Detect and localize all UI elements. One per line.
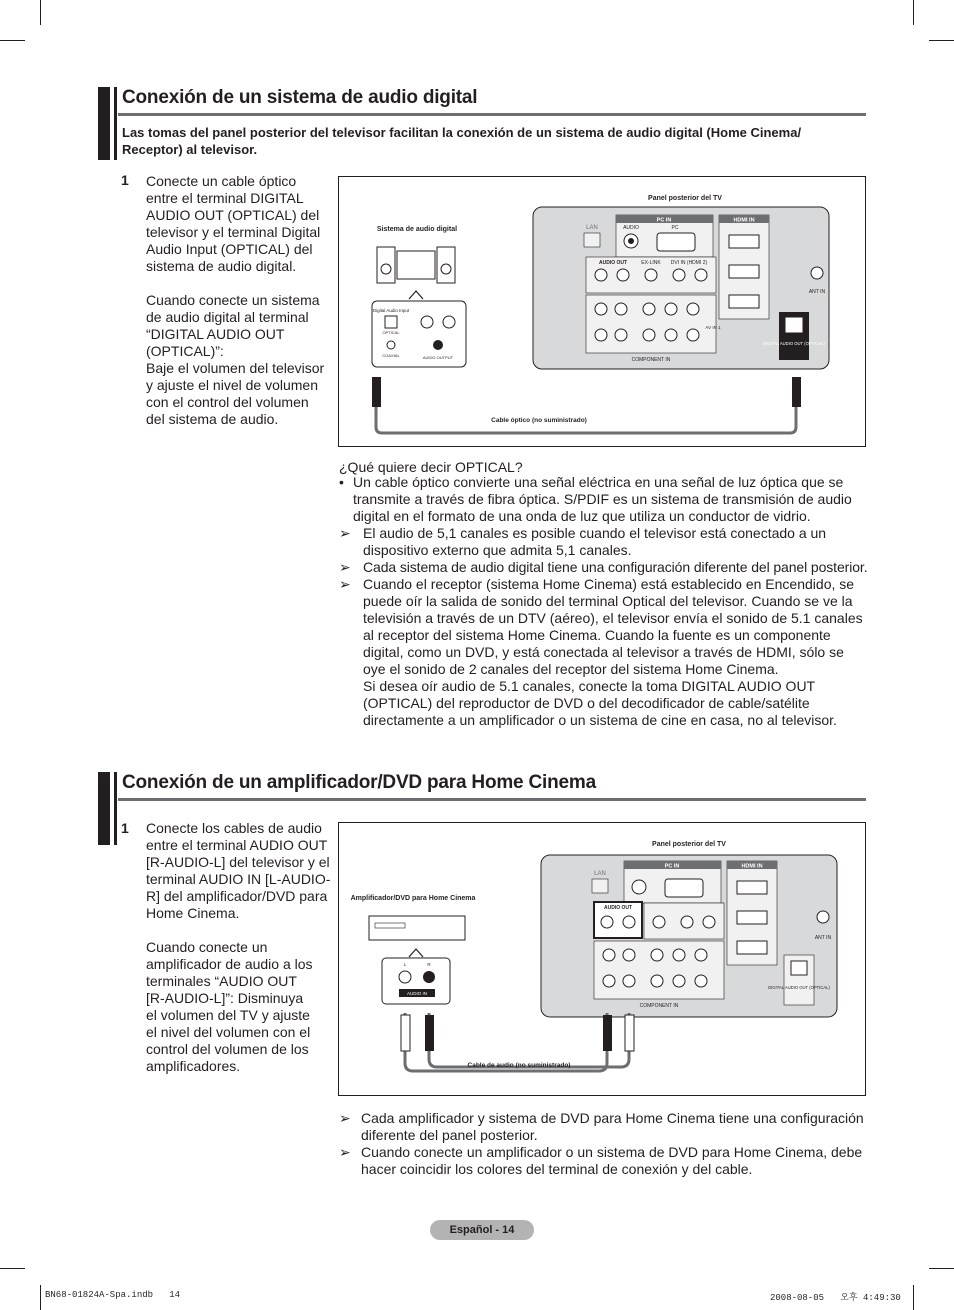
section-marker <box>98 87 110 160</box>
audio-out-jack-icon <box>617 269 629 281</box>
section-title: Conexión de un sistema de audio digital <box>122 87 478 108</box>
section-title: Conexión de un amplificador/DVD para Home Cinema <box>122 772 596 793</box>
crop-mark <box>913 0 914 25</box>
step-number: 1 <box>121 172 129 188</box>
svg-text:PC: PC <box>671 225 679 231</box>
svg-text:LAN: LAN <box>586 225 598 231</box>
section-intro: Las tomas del panel posterior del televisor facilitan la conexión de un sistema de audio digital (Home Cinema/ Receptor) al televisor. <box>122 125 802 157</box>
device-audio-in-jack <box>423 971 435 983</box>
svg-text:HDMI IN: HDMI IN <box>741 863 763 870</box>
tv-panel-label: Panel posterior del TV <box>652 841 726 848</box>
svg-text:L: L <box>403 962 407 967</box>
device-optical-input <box>385 316 397 328</box>
note-text: El audio de 5,1 canales es posible cuando el televisor está conectado a un dispositivo externo que admita 5,1 canales. <box>363 525 827 558</box>
arrow-mark: ➢ <box>339 1144 351 1160</box>
page-number: Español - 14 <box>430 1220 534 1240</box>
section-marker-thin <box>114 772 117 845</box>
step-number: 1 <box>121 820 129 836</box>
svg-text:AUDIO OUT: AUDIO OUT <box>598 260 628 266</box>
crop-mark <box>0 1268 25 1269</box>
svg-text:AUDIO OUT: AUDIO OUT <box>603 905 633 911</box>
svg-text:AV IN 1: AV IN 1 <box>705 325 721 330</box>
optical-connection-diagram <box>338 176 866 447</box>
svg-text:DIGITAL AUDIO OUT (OPTICAL): DIGITAL AUDIO OUT (OPTICAL) <box>763 341 825 346</box>
hdmi-port-icon <box>729 295 759 308</box>
svg-text:AUDIO OUTPUT: AUDIO OUTPUT <box>422 355 454 360</box>
hdmi-port-icon <box>737 881 767 894</box>
crop-mark <box>40 0 41 25</box>
svg-text:COMPONENT IN: COMPONENT IN <box>631 357 671 363</box>
svg-text:LAN: LAN <box>594 871 606 877</box>
bullet-mark: • <box>339 474 344 490</box>
svg-text:Digital Audio Input: Digital Audio Input <box>372 308 410 313</box>
ant-in-jack-icon <box>811 267 823 279</box>
audio-out-jack-icon <box>601 916 613 928</box>
cable-label: Cable óptico (no suministrado) <box>491 417 587 424</box>
cable-label: Cable de audio (no suministrado) <box>467 1062 571 1069</box>
dvi-audio-jack-icon <box>673 269 685 281</box>
crop-mark <box>929 1268 954 1269</box>
step-instructions: Conecte los cables de audio entre el terminal AUDIO OUT [R-AUDIO-L] del televisor y el terminal AUDIO IN [L-AUDIO- R] del amplificador/DVD para Home Cinema. Cuando conecte un amplificador de audio a los terminales “AUDIO OUT [R-AUDIO-L]”: Disminuya el volumen del TV y ajuste el nivel del volumen con el control del volumen de los amplificadores. <box>146 820 331 1074</box>
crop-mark <box>40 1285 41 1310</box>
step-instructions: Conecte un cable óptico entre el terminal DIGITAL AUDIO OUT (OPTICAL) del televisor y el terminal Digital Audio Input (OPTICAL) del sistema de audio digital. Cuando conecte un sistema de audio digital al terminal “DIGITAL AUDIO OUT (OPTICAL)”: Baje el volumen del televisor y ajuste el nivel de volumen con el control del volumen del sistema de audio. <box>146 173 325 427</box>
crop-mark <box>0 40 25 41</box>
ex-link-jack-icon <box>645 269 657 281</box>
svg-text:DVI IN (HDMI 2): DVI IN (HDMI 2) <box>670 260 708 266</box>
optical-cable <box>376 377 796 433</box>
ant-in-jack-icon <box>817 911 829 923</box>
hdmi-port-icon <box>729 265 759 278</box>
arrow-mark: ➢ <box>339 559 351 575</box>
svg-text:ANT IN: ANT IN <box>814 935 832 941</box>
pc-audio-jack-icon <box>632 880 646 894</box>
amplifier-rear-panel <box>382 958 450 1004</box>
note-text: Cuando conecte un amplificador o un sistema de DVD para Home Cinema, debe hacer coincidir los colores del terminal de conexión y del cable. <box>361 1144 863 1177</box>
lan-port-icon <box>584 233 600 247</box>
arrow-mark: ➢ <box>339 576 351 592</box>
hdmi-port-icon <box>737 941 767 954</box>
note-text: Cada amplificador y sistema de DVD para Home Cinema tiene una configuración diferente del panel posterior. <box>361 1110 864 1143</box>
svg-text:PC IN: PC IN <box>664 863 680 870</box>
device-audio-in-jack <box>399 971 411 983</box>
notes-title: ¿Qué quiere decir OPTICAL? <box>339 459 523 475</box>
vga-port-icon <box>665 879 703 897</box>
arrow-mark: ➢ <box>339 525 351 541</box>
note-text: Cada sistema de audio digital tiene una configuración diferente del panel posterior. <box>363 559 868 575</box>
crop-mark <box>913 1285 914 1310</box>
lan-port-icon <box>592 879 608 893</box>
imprint-right: 2008-08-05 오후 4:49:30 <box>770 1293 901 1303</box>
note-text: Cuando el receptor (sistema Home Cinema) está establecido en Encendido, se puede oír la salida de sonido del terminal Optical del televisor. Cuando se ve la televisión a través de un DTV (aéreo), el televisor envía el sonido de 5.1 canales al receptor del sistema Home Cinema. Cuando la fuente es un componente digital, como un DVD, y está conectada al televisor a través de HDMI, sólo se oye el sonido de 2 canales del receptor del sistema Home Cinema. Si desea oír audio de 5.1 canales, conecte la toma DIGITAL AUDIO OUT (OPTICAL) del reproductor de DVD o del decodificador de cable/satélite directamente a un amplificador o un sistema de cine en casa, no al televisor. <box>363 576 863 728</box>
dvi-audio-jack-icon <box>695 269 707 281</box>
hdmi-port-icon <box>737 911 767 924</box>
note-text: Un cable óptico convierte una señal eléctrica en una señal de luz óptica que se transmite a través de fibra óptica. S/PDIF es un sistema de transmisión de audio digital en el formato de una onda de luz que utiliza un conductor de vidrio. <box>353 474 852 524</box>
section-marker <box>98 772 110 845</box>
tv-panel-label: Panel posterior del TV <box>648 195 722 202</box>
section-marker-thin <box>114 87 117 160</box>
imprint-left: BN68-01824A-Spa.indb 14 <box>45 1290 181 1300</box>
svg-text:AUDIO IN: AUDIO IN <box>406 991 428 996</box>
svg-text:EX-LINK: EX-LINK <box>641 260 661 266</box>
vga-port-icon <box>657 233 695 251</box>
audio-out-jack-icon <box>623 916 635 928</box>
arrow-mark: ➢ <box>339 1110 351 1126</box>
svg-text:AUDIO: AUDIO <box>623 225 639 231</box>
audio-out-jack-icon <box>595 269 607 281</box>
device-label: Sistema de audio digital <box>376 226 458 233</box>
svg-text:PC IN: PC IN <box>656 217 672 224</box>
svg-text:ANT IN: ANT IN <box>808 289 826 295</box>
svg-text:OPTICAL: OPTICAL <box>382 330 400 335</box>
section-rule <box>118 798 866 801</box>
svg-text:DIGITAL AUDIO OUT (OPTICAL): DIGITAL AUDIO OUT (OPTICAL) <box>768 985 830 990</box>
svg-text:R: R <box>427 962 431 967</box>
svg-text:COAXIAL: COAXIAL <box>382 353 400 358</box>
amplifier-connection-diagram <box>338 822 866 1096</box>
svg-text:COMPONENT IN: COMPONENT IN <box>639 1003 679 1009</box>
section-rule <box>118 113 866 116</box>
svg-text:HDMI IN: HDMI IN <box>733 217 755 224</box>
device-label: Amplificador/DVD para Home Cinema <box>350 895 476 902</box>
hdmi-port-icon <box>729 235 759 248</box>
crop-mark <box>929 40 954 41</box>
